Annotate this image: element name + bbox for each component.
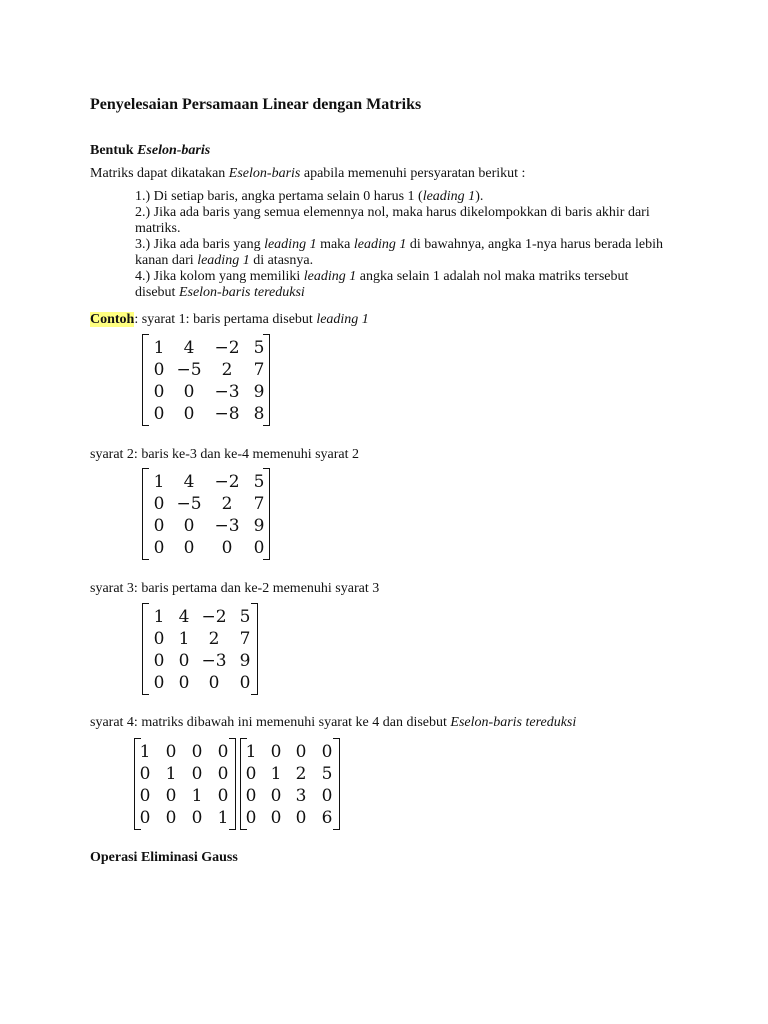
- page-title: Penyelesaian Persamaan Linear dengan Matriks: [90, 96, 422, 113]
- intro-prefix: Matriks dapat dikatakan: [90, 166, 229, 181]
- matrix-cell: 1: [153, 338, 165, 358]
- matrix-cell: 1: [139, 742, 151, 762]
- matrix-cell: 0: [178, 673, 190, 693]
- matrix-cell: 1: [178, 629, 190, 649]
- matrix-cell: 0: [295, 742, 307, 762]
- matrix-cell: 0: [139, 808, 151, 828]
- item-italic: leading 1: [422, 189, 476, 204]
- matrix-cell: 0: [191, 808, 203, 828]
- item-text: di atasnya.: [249, 253, 314, 268]
- matrix-cell: 5: [321, 764, 333, 784]
- matrix-cell: 0: [191, 764, 203, 784]
- matrix-cell: −3: [214, 516, 240, 536]
- intro-paragraph: [90, 166, 525, 182]
- matrix-cell: 0: [153, 360, 165, 380]
- matrix-cell: 1: [153, 607, 165, 627]
- matrix-cell: 0: [191, 742, 203, 762]
- matrix-cell: 0: [183, 404, 195, 424]
- matrix-cell: 0: [270, 742, 282, 762]
- matrix-syarat-2: [142, 468, 270, 560]
- item-text: angka selain 1 adalah nol maka matriks tersebut disebut: [135, 269, 629, 300]
- matrix-cell: 0: [239, 673, 251, 693]
- matrix-cell: 2: [208, 629, 220, 649]
- matrix-cell: 0: [183, 538, 195, 558]
- matrix-cell: 0: [165, 808, 177, 828]
- matrix-cell: −5: [176, 494, 202, 514]
- matrix-cell: 0: [139, 786, 151, 806]
- matrix-cell: 7: [253, 494, 265, 514]
- matrix-syarat-3: [142, 603, 258, 695]
- syarat4-line: [90, 715, 576, 731]
- matrix-cell: 0: [165, 742, 177, 762]
- matrix-cell: −8: [214, 404, 240, 424]
- item-italic: Eselon-baris tereduksi: [178, 285, 305, 300]
- matrix-cell: 0: [183, 382, 195, 402]
- matrix-cell: 9: [239, 651, 251, 671]
- matrix-cell: 1: [270, 764, 282, 784]
- item-italic: leading 1: [264, 237, 317, 252]
- item-text: di bawahnya, angka 1-nya harus berada lebih kanan dari: [135, 237, 663, 268]
- list-item-1: [135, 189, 680, 205]
- matrix-cell: 5: [253, 472, 265, 492]
- section-heading-gauss: Operasi Eliminasi Gauss: [90, 850, 238, 865]
- matrix-cell: 1: [165, 764, 177, 784]
- matrix-cell: 3: [295, 786, 307, 806]
- item-text: maka: [316, 237, 354, 252]
- heading-italic: Eselon-baris: [137, 143, 211, 158]
- syarat3-text: syarat 3: baris pertama dan ke-2 memenuhi syarat 3: [90, 581, 380, 596]
- matrix-cell: 9: [253, 382, 265, 402]
- matrix-cell: 0: [217, 786, 229, 806]
- matrix-cell: 1: [153, 472, 165, 492]
- syarat4-italic: Eselon-baris tereduksi: [450, 715, 577, 730]
- matrix-cell: 2: [221, 360, 233, 380]
- matrix-cell: 0: [153, 494, 165, 514]
- matrix-syarat-4-reduced: [240, 738, 340, 830]
- matrix-cell: 0: [153, 538, 165, 558]
- heading-prefix: Bentuk: [90, 143, 138, 158]
- matrix-cell: 0: [295, 808, 307, 828]
- item-text: 4.) Jika kolom yang memiliki: [135, 269, 304, 284]
- matrix-cell: 0: [245, 764, 257, 784]
- section-heading-eselon: [90, 143, 210, 159]
- matrix-cell: 7: [239, 629, 251, 649]
- matrix-cell: 0: [217, 764, 229, 784]
- intro-italic: Eselon-baris: [228, 166, 301, 181]
- requirements-list: [135, 189, 680, 301]
- matrix-cell: 0: [217, 742, 229, 762]
- matrix-cell: 0: [321, 786, 333, 806]
- item-text: 2.) Jika ada baris yang semua elemennya nol, maka harus dikelompokkan di baris akhir dari matriks.: [135, 205, 650, 236]
- matrix-cell: 0: [153, 651, 165, 671]
- item-text: 1.) Di setiap baris, angka pertama selain 0 harus 1 (: [135, 189, 423, 204]
- matrix-cell: 6: [321, 808, 333, 828]
- matrix-cell: −3: [201, 651, 227, 671]
- matrix-cell: 0: [153, 404, 165, 424]
- matrix-cell: 2: [295, 764, 307, 784]
- matrix-syarat-1: [142, 334, 270, 426]
- matrix-cell: 0: [253, 538, 265, 558]
- matrix-cell: 0: [245, 808, 257, 828]
- matrix-cell: 4: [183, 472, 195, 492]
- matrix-cell: 0: [139, 764, 151, 784]
- item-italic: leading 1: [353, 237, 407, 252]
- matrix-cell: 0: [270, 808, 282, 828]
- contoh-line: [90, 312, 369, 328]
- matrix-cell: 4: [183, 338, 195, 358]
- matrix-cell: 5: [253, 338, 265, 358]
- matrix-cell: 1: [217, 808, 229, 828]
- matrix-cell: 0: [183, 516, 195, 536]
- matrix-cell: 0: [208, 673, 220, 693]
- matrix-cell: −2: [201, 607, 227, 627]
- matrix-cell: 8: [253, 404, 265, 424]
- intro-suffix: apabila memenuhi persyaratan berikut :: [300, 166, 526, 181]
- matrix-cell: 9: [253, 516, 265, 536]
- matrix-cell: 1: [245, 742, 257, 762]
- item-italic: leading 1: [303, 269, 357, 284]
- item-text: 3.) Jika ada baris yang: [135, 237, 265, 252]
- matrix-cell: 0: [165, 786, 177, 806]
- matrix-cell: 0: [270, 786, 282, 806]
- matrix-cell: 0: [153, 382, 165, 402]
- list-item-2: [135, 205, 670, 237]
- list-item-3: [135, 237, 675, 269]
- syarat2-text: syarat 2: baris ke-3 dan ke-4 memenuhi syarat 2: [90, 447, 360, 462]
- matrix-cell: 0: [178, 651, 190, 671]
- matrix-cell: 0: [245, 786, 257, 806]
- matrix-syarat-4-identity: [134, 738, 236, 830]
- matrix-cell: 0: [153, 629, 165, 649]
- matrix-cell: −2: [214, 338, 240, 358]
- contoh-italic: leading 1: [316, 312, 369, 327]
- item-text: ).: [475, 189, 484, 204]
- item-italic: leading 1: [197, 253, 250, 268]
- matrix-cell: −3: [214, 382, 240, 402]
- contoh-text: : syarat 1: baris pertama disebut: [134, 312, 317, 327]
- matrix-cell: 7: [253, 360, 265, 380]
- matrix-cell: 0: [221, 538, 233, 558]
- contoh-highlight: Contoh: [90, 312, 135, 327]
- matrix-cell: −5: [176, 360, 202, 380]
- matrix-cell: 1: [191, 786, 203, 806]
- matrix-cell: 0: [153, 516, 165, 536]
- matrix-cell: 2: [221, 494, 233, 514]
- matrix-cell: −2: [214, 472, 240, 492]
- matrix-cell: 0: [321, 742, 333, 762]
- matrix-cell: 0: [153, 673, 165, 693]
- list-item-4: [135, 269, 670, 301]
- matrix-cell: 5: [239, 607, 251, 627]
- matrix-cell: 4: [178, 607, 190, 627]
- syarat4-text: syarat 4: matriks dibawah ini memenuhi syarat ke 4 dan disebut: [90, 715, 451, 730]
